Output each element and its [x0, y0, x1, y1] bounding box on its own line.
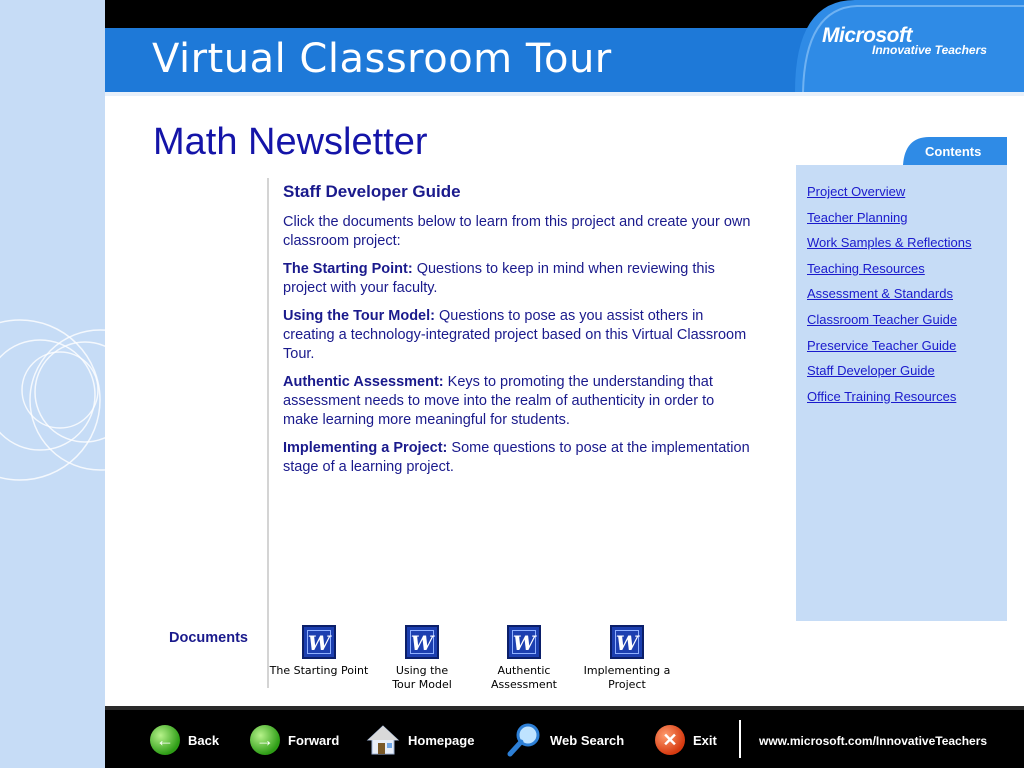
doc-label: Implementing a Project — [583, 664, 671, 691]
back-arrow-icon: ← — [150, 725, 180, 755]
item-label: Using the Tour Model: — [283, 308, 435, 324]
doc-label: The Starting Point — [269, 664, 369, 677]
header-divider — [105, 92, 1024, 96]
link-teacher-planning[interactable]: Teacher Planning — [807, 209, 908, 225]
exit-label: Exit — [693, 732, 717, 748]
link-preservice-teacher-guide[interactable]: Preservice Teacher Guide — [807, 337, 957, 353]
link-project-overview[interactable]: Project Overview — [807, 184, 906, 199]
content-divider — [267, 178, 269, 688]
doc-label: Authentic Assessment — [491, 664, 557, 691]
contents-nav — [807, 183, 972, 413]
homepage-button[interactable] — [366, 722, 474, 758]
link-assessment-standards[interactable]: Assessment & Standards — [807, 286, 953, 302]
exit-x-icon: ✕ — [655, 725, 685, 755]
link-work-samples[interactable]: Work Samples & Reflections — [807, 235, 972, 251]
contents-tab-label: Contents — [925, 144, 982, 159]
web-search-button[interactable] — [506, 722, 624, 758]
contents-item — [807, 337, 972, 363]
icon-glyph: W — [512, 631, 536, 655]
item-text: Keys to promoting the understanding that assessment needs to move into the realm of authenticity in order to make learning more meaningful for students. — [283, 374, 715, 428]
homepage-label: Homepage — [408, 732, 475, 748]
item-text: Some questions to pose at the implementation stage of a learning project. — [283, 440, 750, 475]
item-label: Authentic Assessment: — [283, 374, 444, 390]
word-document-icon — [610, 625, 644, 659]
house-icon — [366, 724, 400, 756]
contents-item — [807, 311, 972, 337]
word-document-icon — [507, 625, 541, 659]
page-title: Math Newsletter — [153, 121, 428, 163]
innovative-teachers-logo: Innovative Teachers — [872, 43, 987, 57]
word-document-icon — [302, 625, 336, 659]
microsoft-logo: Microsoft — [822, 24, 912, 47]
content-heading: Staff Developer Guide — [283, 182, 461, 201]
item-text: Questions to keep in mind when reviewing this project with your faculty. — [283, 261, 715, 296]
content-item-tour-model — [283, 307, 753, 364]
forward-arrow-icon: → — [250, 725, 280, 755]
back-button[interactable] — [150, 722, 219, 758]
link-teaching-resources[interactable]: Teaching Resources — [807, 260, 925, 276]
contents-item — [807, 209, 972, 235]
magnifier-icon — [506, 722, 542, 758]
decorative-circles — [0, 0, 105, 768]
contents-item — [807, 260, 972, 286]
item-label: Implementing a Project: — [283, 440, 448, 456]
link-classroom-teacher-guide[interactable]: Classroom Teacher Guide — [807, 311, 958, 327]
decorative-side-strip — [0, 0, 105, 768]
content-item-starting-point — [283, 260, 753, 298]
footer-url-link[interactable]: www.microsoft.com/InnovativeTeachers — [759, 734, 988, 748]
forward-label: Forward — [288, 732, 340, 748]
link-office-training-resources[interactable]: Office Training Resources — [807, 388, 957, 404]
item-text: Questions to pose as you assist others in creating a technology-integrated project based on this Virtual Classroom Tour. — [283, 308, 747, 362]
content-item-authentic-assessment — [283, 373, 753, 430]
back-label: Back — [188, 732, 220, 748]
contents-item — [807, 388, 972, 414]
icon-glyph: W — [615, 631, 639, 655]
web-search-label: Web Search — [550, 732, 625, 748]
app-title: Virtual Classroom Tour — [152, 36, 612, 82]
forward-button[interactable] — [250, 722, 339, 758]
link-staff-developer-guide[interactable]: Staff Developer Guide — [807, 363, 935, 379]
item-label: The Starting Point: — [283, 261, 413, 277]
doc-authentic-assessment[interactable] — [469, 625, 579, 692]
contents-item — [807, 362, 972, 388]
icon-glyph: W — [307, 631, 331, 655]
icon-glyph: W — [410, 631, 434, 655]
contents-item — [807, 285, 972, 311]
doc-label: Using the Tour Model — [392, 664, 452, 691]
exit-button[interactable] — [655, 722, 717, 758]
word-document-icon — [405, 625, 439, 659]
footer-separator — [739, 720, 741, 758]
contents-item — [807, 234, 972, 260]
doc-tour-model[interactable] — [367, 625, 477, 692]
doc-implementing-project[interactable] — [572, 625, 682, 692]
content-intro: Click the documents below to learn from this project and create your own classroom project: — [283, 214, 751, 249]
contents-item — [807, 183, 972, 209]
main-content — [283, 182, 753, 486]
content-item-implementing-project — [283, 439, 753, 477]
documents-label: Documents — [169, 630, 248, 646]
doc-starting-point[interactable] — [264, 625, 374, 678]
